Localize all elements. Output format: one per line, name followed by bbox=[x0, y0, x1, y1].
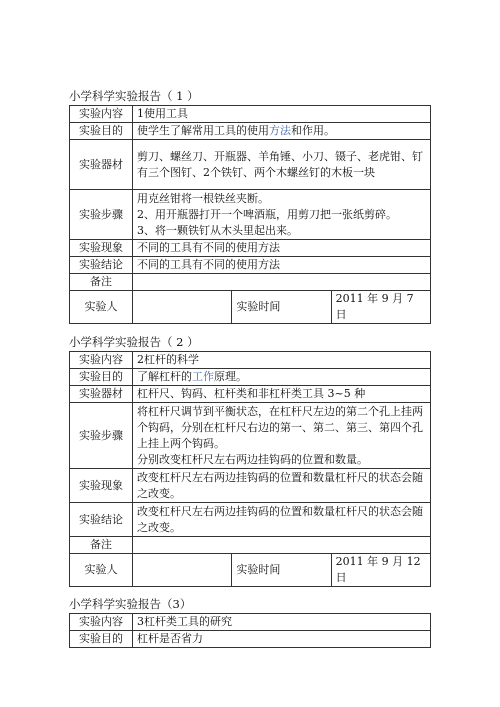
materials-value: 剪刀、螺丝刀、开瓶器、羊角锤、小刀、镊子、老虎钳、钉有三个图钉、2个铁钉、两个木螺丝钉的木板一块 bbox=[133, 140, 431, 190]
date-value: 2011 年 9 月 7 日 bbox=[331, 291, 430, 324]
step-line: 用克丝钳将一根铁丝夹断。 bbox=[137, 191, 269, 205]
label-remarks: 备注 bbox=[70, 537, 133, 554]
remarks-value bbox=[133, 537, 431, 554]
step-line: 分别改变杠杆尺左右两边挂钩码的位置和数量。 bbox=[137, 452, 368, 466]
step-line: 3、将一颗铁钉从木头里起出来。 bbox=[137, 223, 298, 237]
steps-value bbox=[133, 190, 431, 240]
label-materials: 实验器材 bbox=[70, 140, 133, 190]
report-title: 小学科学实验报告（ 1 ） bbox=[69, 89, 199, 103]
label-phenomenon: 实验现象 bbox=[70, 469, 133, 503]
report-2 bbox=[69, 334, 431, 587]
label-purpose: 实验目的 bbox=[70, 123, 133, 140]
label-content: 实验内容 bbox=[70, 106, 133, 123]
materials-value: 杠杆尺、钩码、杠杆类和非杠杆类工具 3~5 种 bbox=[133, 386, 431, 403]
label-experimenter: 实验人 bbox=[70, 554, 133, 587]
label-time: 实验时间 bbox=[232, 291, 331, 324]
experimenter-value bbox=[133, 291, 232, 324]
conclusion-value: 改变杠杆尺左右两边挂钩码的位置和数量杠杆尺的状态会随之改变。 bbox=[133, 503, 431, 537]
label-materials: 实验器材 bbox=[70, 386, 133, 403]
experimenter-value bbox=[133, 554, 232, 587]
report-3 bbox=[69, 596, 431, 648]
report-1 bbox=[69, 88, 431, 324]
report-table bbox=[69, 613, 431, 648]
label-content: 实验内容 bbox=[70, 614, 133, 631]
label-experimenter: 实验人 bbox=[70, 291, 133, 324]
report-table bbox=[69, 105, 431, 324]
label-time: 实验时间 bbox=[232, 554, 331, 587]
remarks-value bbox=[133, 274, 431, 291]
label-phenomenon: 实验现象 bbox=[70, 240, 133, 257]
purpose-link-text: 方法 bbox=[269, 124, 291, 137]
label-conclusion: 实验结论 bbox=[70, 257, 133, 274]
label-steps: 实验步骤 bbox=[70, 190, 133, 240]
purpose-link-text: 工作 bbox=[192, 370, 214, 383]
step-line: 2、用开瓶器打开一个啤酒瓶，用剪刀把一张纸剪碎。 bbox=[137, 207, 397, 221]
date-value: 2011 年 9 月 12 日 bbox=[331, 554, 430, 587]
content-value: 2杠杆的科学 bbox=[133, 352, 431, 369]
label-purpose: 实验目的 bbox=[70, 369, 133, 386]
label-content: 实验内容 bbox=[70, 352, 133, 369]
purpose-text: 使学生了解常用工具的使用 bbox=[137, 124, 269, 137]
purpose-value bbox=[133, 369, 431, 386]
content-value: 3杠杆类工具的研究 bbox=[133, 614, 431, 631]
phenomenon-value: 改变杠杆尺左右两边挂钩码的位置和数量杠杆尺的状态会随之改变。 bbox=[133, 469, 431, 503]
label-remarks: 备注 bbox=[70, 274, 133, 291]
step-line: 将杠杆尺调节到平衡状态，在杠杆尺左边的第二个孔上挂两个钩码，分别在杠杆尺右边的第一、第二、第三、第四个孔上挂上两个钩码。 bbox=[137, 404, 423, 450]
label-purpose: 实验目的 bbox=[70, 631, 133, 648]
steps-value bbox=[133, 403, 431, 469]
purpose-value: 杠杆是否省力 bbox=[133, 631, 431, 648]
report-table bbox=[69, 351, 431, 587]
label-steps: 实验步骤 bbox=[70, 403, 133, 469]
content-value: 1使用工具 bbox=[133, 106, 431, 123]
purpose-text-end: 原理。 bbox=[214, 370, 247, 383]
conclusion-value: 不同的工具有不同的使用方法 bbox=[133, 257, 431, 274]
label-conclusion: 实验结论 bbox=[70, 503, 133, 537]
purpose-value bbox=[133, 123, 431, 140]
phenomenon-value: 不同的工具有不同的使用方法 bbox=[133, 240, 431, 257]
purpose-text: 了解杠杆的 bbox=[137, 370, 192, 383]
report-title: 小学科学实验报告（3） bbox=[69, 597, 192, 611]
purpose-text-end: 和作用。 bbox=[291, 124, 335, 137]
report-title: 小学科学实验报告（ 2 ） bbox=[69, 335, 199, 349]
